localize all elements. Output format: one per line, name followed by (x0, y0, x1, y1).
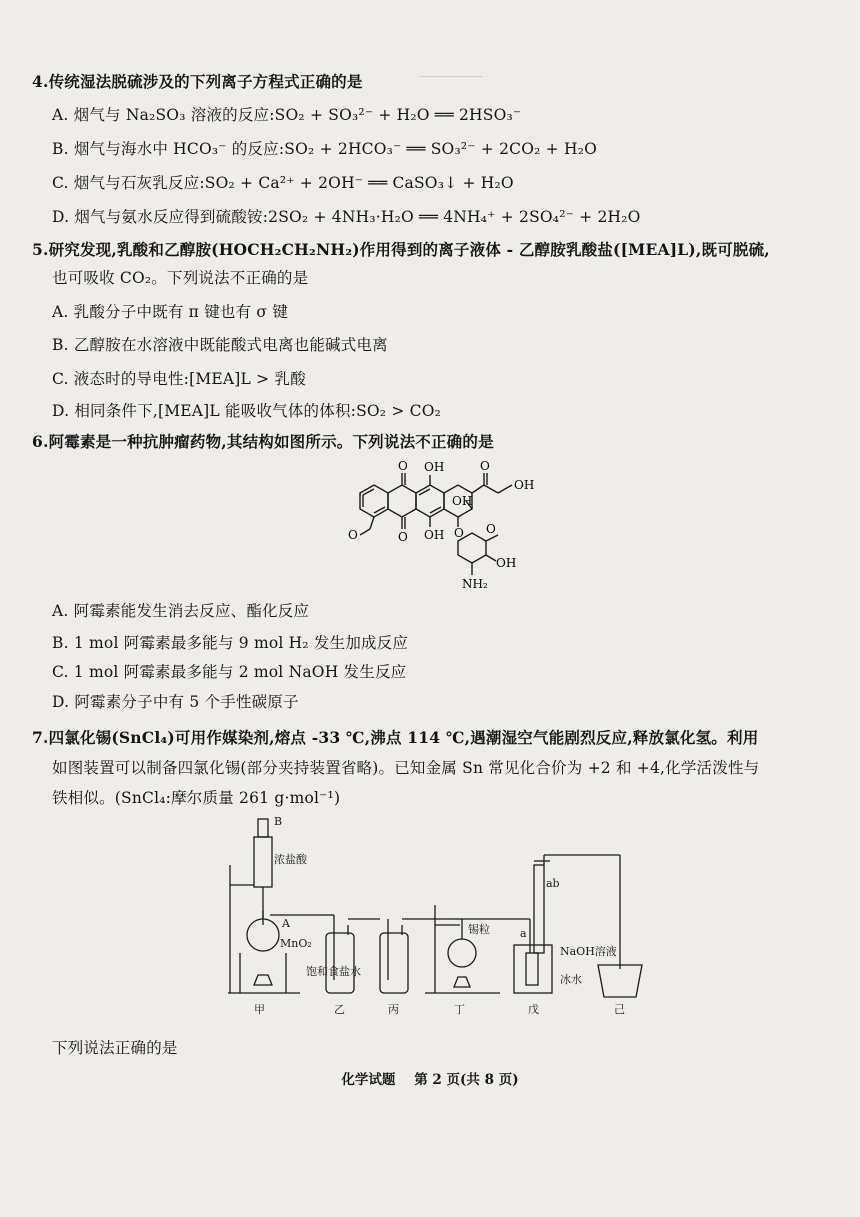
phenol-oh-label: OH (424, 460, 445, 474)
q4-option-a: A. 烟气与 Na₂SO₃ 溶液的反应:SO₂ + SO₃²⁻ + H₂O ══ 2HSO₃⁻ (52, 106, 522, 124)
label-naoh: NaOH溶液 (560, 945, 617, 958)
q7-ask: 下列说法正确的是 (52, 1039, 178, 1057)
label-brine: 饱和食盐水 (306, 965, 361, 978)
q6-option-a: A. 阿霉素能发生消去反应、酯化反应 (52, 602, 310, 620)
amine-label: NH₂ (462, 577, 488, 591)
label-ab: ab (546, 877, 560, 890)
tertiary-oh-label: OH (452, 494, 473, 508)
sugar-oh-label: OH (496, 556, 517, 570)
q7-stem-line1: 7.四氯化锡(SnCl₄)可用作媒染剂,熔点 -33 ℃,沸点 114 ℃,遇潮湿空气能剧烈反应,释放氯化氢。利用 (32, 728, 759, 747)
q5-option-d: D. 相同条件下,[MEA]L 能吸收气体的体积:SO₂ > CO₂ (52, 402, 442, 420)
q6-option-b: B. 1 mol 阿霉素最多能与 9 mol H₂ 发生加成反应 (52, 634, 409, 652)
phenol-oh-label-2: OH (424, 528, 445, 542)
label-b: B (274, 815, 283, 828)
apparatus-diagram (210, 815, 650, 1020)
doxorubicin-structure (340, 455, 570, 595)
q7-stem-line2: 如图装置可以制备四氯化锡(部分夹持装置省略)。已知金属 Sn 常见化合价为 +2 和 +4,化学活泼性与 (52, 759, 760, 777)
label-wu: 戊 (528, 1003, 539, 1016)
primary-oh-label: OH (514, 478, 535, 492)
ketone-o-label: O (398, 459, 408, 473)
label-mno2: MnO₂ (280, 937, 312, 950)
q5-option-c: C. 液态时的导电性:[MEA]L > 乳酸 (52, 370, 306, 388)
q4-option-d: D. 烟气与氨水反应得到硫酸铵:2SO₂ + 4NH₃·H₂O ══ 4NH₄⁺ + 2SO₄²⁻ + 2H₂O (52, 208, 641, 226)
q4-stem: 4.传统湿法脱硫涉及的下列离子方程式正确的是 (32, 72, 363, 91)
q6-option-d: D. 阿霉素分子中有 5 个手性碳原子 (52, 693, 299, 711)
footer-page: 第 2 页(共 8 页) (414, 1072, 519, 1088)
q5-option-b: B. 乙醇胺在水溶液中既能酸式电离也能碱式电离 (52, 336, 388, 354)
footer-subject: 化学试题 (341, 1072, 396, 1088)
side-ketone-o-label: O (480, 459, 490, 473)
label-a: A (282, 917, 290, 930)
label-jia: 甲 (254, 1003, 265, 1016)
q5-option-a: A. 乳酸分子中既有 π 键也有 σ 键 (52, 303, 289, 321)
methoxy-o-label: O (348, 528, 358, 542)
label-yi: 乙 (334, 1003, 345, 1016)
ring-o-label: O (486, 522, 496, 536)
label-tin: 锡粒 (468, 923, 490, 936)
label-ding: 丁 (454, 1003, 465, 1016)
q5-stem-line1: 5.研究发现,乳酸和乙醇胺(HOCH₂CH₂NH₂)作用得到的离子液体 - 乙醇胺乳酸盐([MEA]L),既可脱硫, (32, 240, 770, 259)
q5-stem-line2: 也可吸收 CO₂。下列说法不正确的是 (52, 269, 309, 287)
label-bing: 丙 (388, 1003, 399, 1016)
q6-option-c: C. 1 mol 阿霉素最多能与 2 mol NaOH 发生反应 (52, 663, 407, 681)
q6-stem: 6.阿霉素是一种抗肿瘤药物,其结构如图所示。下列说法不正确的是 (32, 432, 494, 451)
page-footer (0, 1068, 860, 1088)
q7-stem-line3: 铁相似。(SnCl₄:摩尔质量 261 g·mol⁻¹) (52, 789, 341, 807)
q4-option-c: C. 烟气与石灰乳反应:SO₂ + Ca²⁺ + 2OH⁻ ══ CaSO₃↓ + H₂O (52, 174, 514, 192)
label-conc-hcl: 浓盐酸 (274, 853, 307, 866)
label-a-port: a (520, 927, 527, 940)
q4-option-b: B. 烟气与海水中 HCO₃⁻ 的反应:SO₂ + 2HCO₃⁻ ══ SO₃²⁻ + 2CO₂ + H₂O (52, 140, 598, 158)
label-ji: 己 (614, 1003, 625, 1016)
glycoside-o-label: O (454, 526, 464, 540)
ketone-o-label-2: O (398, 530, 408, 544)
bleed-through-text: ──────── (420, 70, 483, 85)
label-ice-water: 冰水 (560, 973, 582, 986)
